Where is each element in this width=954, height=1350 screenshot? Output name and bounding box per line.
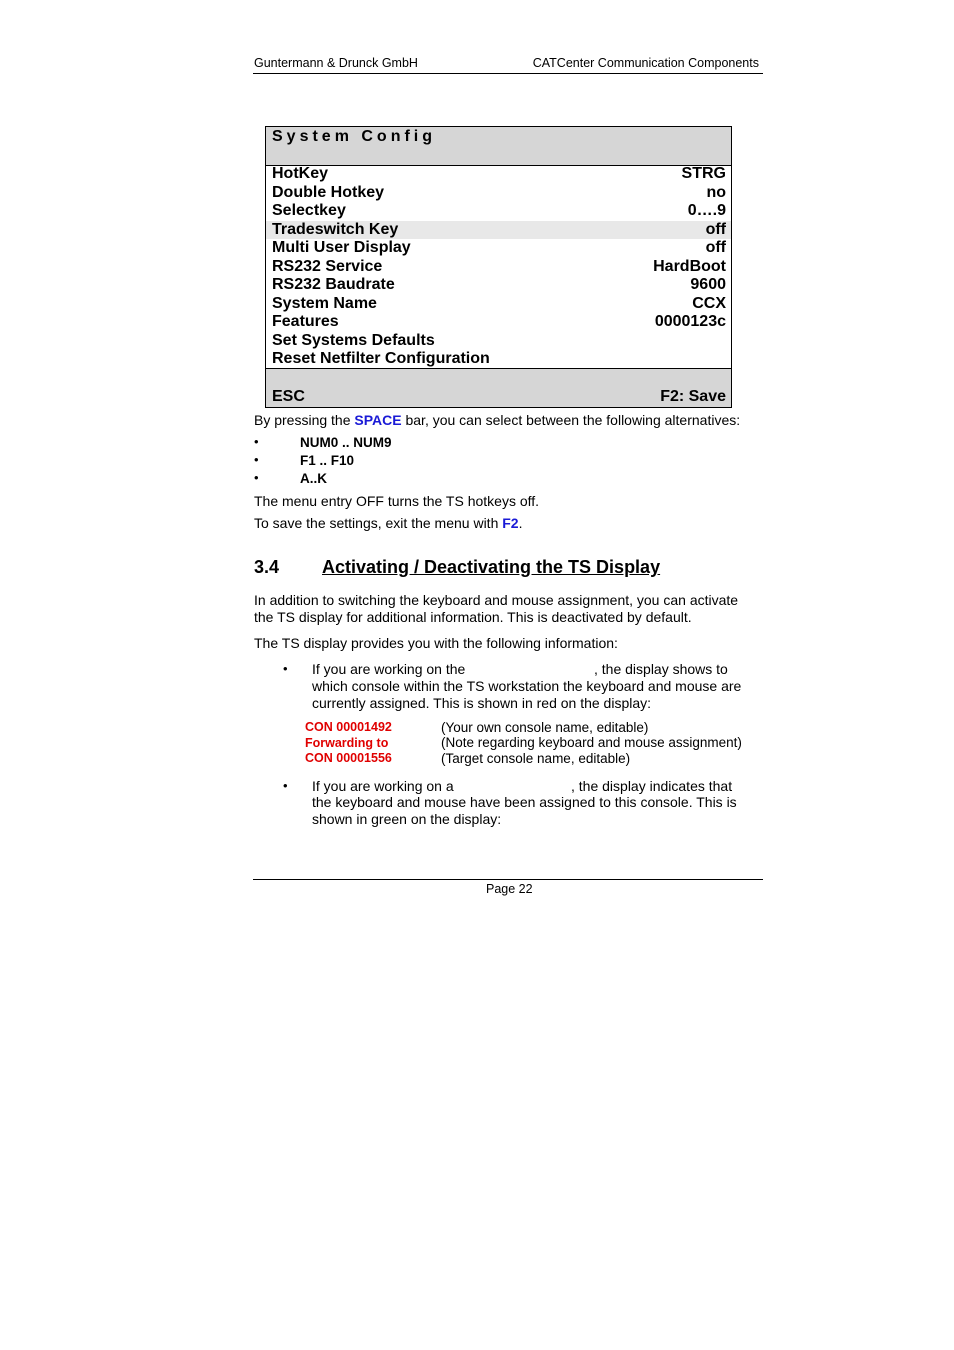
header-company: Guntermann & Drunck GmbH bbox=[254, 56, 418, 70]
display-own-console: CON 00001492 bbox=[305, 720, 392, 734]
display-forwarding: Forwarding to bbox=[305, 736, 389, 750]
note-own-console: (Your own console name, editable) bbox=[441, 720, 649, 735]
menu-row-label: Multi User Display bbox=[272, 239, 411, 256]
text: To save the settings, exit the menu with bbox=[254, 515, 503, 531]
menu-row-value: off bbox=[705, 220, 726, 238]
bullet-icon: • bbox=[283, 778, 288, 793]
header-product: CATCenter Communication Components bbox=[532, 56, 759, 70]
section-title: Activating / Deactivating the TS Display bbox=[322, 557, 661, 577]
menu-titlebar bbox=[266, 127, 731, 166]
menu-row-value: off bbox=[705, 239, 726, 256]
page-header bbox=[253, 55, 763, 74]
menu-row-label: Reset Netfilter Configuration bbox=[272, 350, 490, 367]
menu-row-value: 0000123c bbox=[654, 313, 726, 330]
system-config-menu bbox=[265, 126, 732, 408]
text: bar, you can select between the following alternatives: bbox=[401, 412, 741, 428]
note-target-console: (Target console name, editable) bbox=[441, 751, 631, 766]
bullet-icon: • bbox=[283, 661, 288, 676]
footer-divider bbox=[253, 879, 763, 880]
menu-row-system-name[interactable] bbox=[266, 295, 731, 314]
space-paragraph bbox=[254, 412, 740, 429]
esc-key-hint[interactable]: ESC bbox=[272, 388, 305, 405]
menu-row-set-systems-defaults[interactable] bbox=[266, 332, 731, 351]
menu-row-label: RS232 Baudrate bbox=[272, 276, 395, 293]
intro-paragraph-line2: the TS display for additional information. This is deactivated by default. bbox=[254, 609, 692, 625]
menu-row-label: Double Hotkey bbox=[272, 183, 385, 201]
menu-row-label: System Name bbox=[272, 294, 377, 312]
space-key: SPACE bbox=[354, 412, 402, 428]
section-number: 3.4 bbox=[254, 557, 280, 577]
menu-row-value: STRG bbox=[681, 165, 726, 182]
menu-row-label: Features bbox=[272, 313, 339, 330]
bullet1-line1a: If you are working on the bbox=[312, 661, 466, 677]
menu-row-multi-user-display[interactable] bbox=[266, 239, 731, 258]
display-target-console: CON 00001556 bbox=[305, 751, 392, 765]
bullet-item: F1 .. F10 bbox=[300, 453, 355, 468]
menu-title: System Config bbox=[272, 128, 437, 145]
menu-row-label: RS232 Service bbox=[272, 257, 383, 275]
bullet-icon: • bbox=[254, 452, 259, 467]
bullet-item: A..K bbox=[300, 471, 327, 486]
bullet2-line2: the keyboard and mouse have been assigned to this console. This is bbox=[312, 794, 737, 810]
menu-rows bbox=[266, 165, 731, 369]
menu-row-hotkey[interactable] bbox=[266, 165, 731, 184]
menu-row-double-hotkey[interactable] bbox=[266, 184, 731, 203]
menu-row-selectkey[interactable] bbox=[266, 202, 731, 221]
menu-footer bbox=[266, 368, 731, 407]
menu-row-value: 0….9 bbox=[687, 202, 726, 219]
bullet-item: NUM0 .. NUM9 bbox=[300, 435, 392, 450]
bullet2-line3: shown in green on the display: bbox=[312, 811, 502, 827]
page-number: Page 22 bbox=[486, 882, 533, 896]
text: By pressing the bbox=[254, 412, 355, 428]
bullet1-line2: which console within the TS workstation the keyboard and mouse are bbox=[312, 678, 742, 694]
save-paragraph bbox=[254, 515, 522, 532]
intro-paragraph-line1: In addition to switching the keyboard and mouse assignment, you can activate bbox=[254, 592, 739, 608]
bullet2-line1a: If you are working on a bbox=[312, 778, 454, 794]
menu-row-rs232-service[interactable] bbox=[266, 258, 731, 277]
menu-row-value: 9600 bbox=[690, 276, 726, 293]
bullet-icon: • bbox=[254, 470, 259, 485]
note-forwarding: (Note regarding keyboard and mouse assignment) bbox=[441, 735, 742, 750]
save-key-hint[interactable]: F2: Save bbox=[660, 388, 726, 405]
info-paragraph: The TS display provides you with the following information: bbox=[254, 635, 618, 651]
menu-row-value: no bbox=[706, 183, 726, 201]
bullet2-line1b: , the display indicates that bbox=[571, 778, 733, 794]
menu-row-features[interactable] bbox=[266, 313, 731, 332]
menu-row-label: Set Systems Defaults bbox=[272, 331, 435, 349]
text: . bbox=[518, 515, 523, 531]
menu-row-value: HardBoot bbox=[653, 257, 726, 275]
off-paragraph: The menu entry OFF turns the TS hotkeys off. bbox=[254, 493, 540, 509]
f2-key: F2 bbox=[502, 515, 519, 531]
bullet1-line3: currently assigned. This is shown in red on the display: bbox=[312, 695, 652, 711]
menu-row-reset-netfilter[interactable] bbox=[266, 350, 731, 369]
menu-row-label: Tradeswitch Key bbox=[272, 220, 399, 238]
bullet1-line1b: , the display shows to bbox=[594, 661, 728, 677]
bullet-icon: • bbox=[254, 434, 259, 449]
menu-row-label: Selectkey bbox=[272, 202, 346, 219]
menu-row-rs232-baudrate[interactable] bbox=[266, 276, 731, 295]
menu-row-value: CCX bbox=[692, 294, 726, 312]
menu-row-label: HotKey bbox=[272, 165, 329, 182]
menu-row-tradeswitch-key[interactable] bbox=[266, 221, 731, 240]
